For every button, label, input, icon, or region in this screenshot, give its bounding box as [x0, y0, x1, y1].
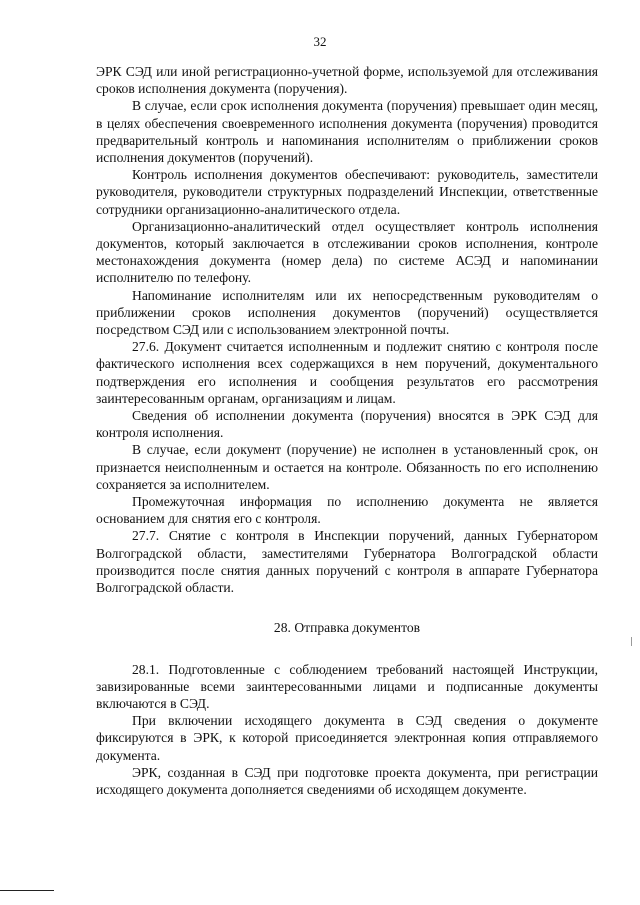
margin-mark: [631, 637, 632, 646]
page-number: 32: [313, 34, 327, 49]
paragraph-27-7: 27.7. Снятие с контроля в Инспекции поручений, данных Губернатором Волгоградской области, заместителями Губернатора Волгоградской области производится после снятия данных поручений с контроля в аппарате Губернатора Волгоградской области.: [96, 528, 598, 596]
paragraph-execution-info: Сведения об исполнении документа (поручения) вносятся в ЭРК СЭД для контроля исполнения.: [96, 408, 598, 441]
paragraph-not-executed: В случае, если документ (поручение) не исполнен в установленный срок, он признается неисполненным и остается на контроле. Обязанность по его исполнению сохраняется за исполнителем.: [96, 442, 598, 492]
paragraph-control-responsible: Контроль исполнения документов обеспечивают: руководитель, заместители руководителя, руководители структурных подразделений Инспекции, ответственные сотрудники организационно-аналитического отдела.: [96, 167, 598, 217]
section-heading: 28. Отправка документов: [273, 620, 421, 636]
paragraph-reminders: Напоминание исполнителям или их непосредственным руководителям о приближении сроков исполнения документов (поручений) осуществляется посредством СЭД или с использованием электронной почты.: [96, 287, 598, 338]
footnote-rule: [0, 890, 54, 891]
paragraph-analytic-department: Организационно-аналитический отдел осуществляет контроль исполнения документов, который заключается в отслеживании сроков исполнения, контроле местонахождения документа (номер дела) по системе АСЭД и напоминании исполнителю по телефону.: [96, 218, 598, 286]
paragraph-erk-supplement: ЭРК, созданная в СЭД при подготовке проекта документа, при регистрации исходящего документа дополняется сведениями об исходящем документе.: [96, 764, 598, 797]
document-body: [96, 63, 598, 798]
paragraph-outgoing-registration: При включении исходящего документа в СЭД сведения о документе фиксируются в ЭРК, к которой присоединяется электронная копия отправляемого документа.: [96, 713, 598, 763]
paragraph-27-6: 27.6. Документ считается исполненным и подлежит снятию с контроля после фактического исполнения всех содержащихся в нем поручений, документального подтверждения его исполнения и сообщения результатов его рассмотрения заинтересованным органам, организациям и лицам.: [96, 339, 598, 406]
paragraph-28-1: 28.1. Подготовленные с соблюдением требований настоящей Инструкции, завизированные всеми заинтересованными лицами и подписанные документы включаются в СЭД.: [96, 661, 598, 711]
paragraph-intermediate-info: Промежуточная информация по исполнению документа не является основанием для снятия его с контроля.: [96, 494, 598, 527]
paragraph-continuation: ЭРК СЭД или иной регистрационно-учетной форме, используемой для отслеживания сроков исполнения документа (поручения).: [96, 64, 598, 97]
paragraph-long-deadline: В случае, если срок исполнения документа (поручения) превышает один месяц, в целях обеспечения своевременного исполнения документа (поручения) проводится предварительный контроль и напоминания исполнителям о приближении сроков исполнения документов (поручений).: [96, 98, 598, 166]
